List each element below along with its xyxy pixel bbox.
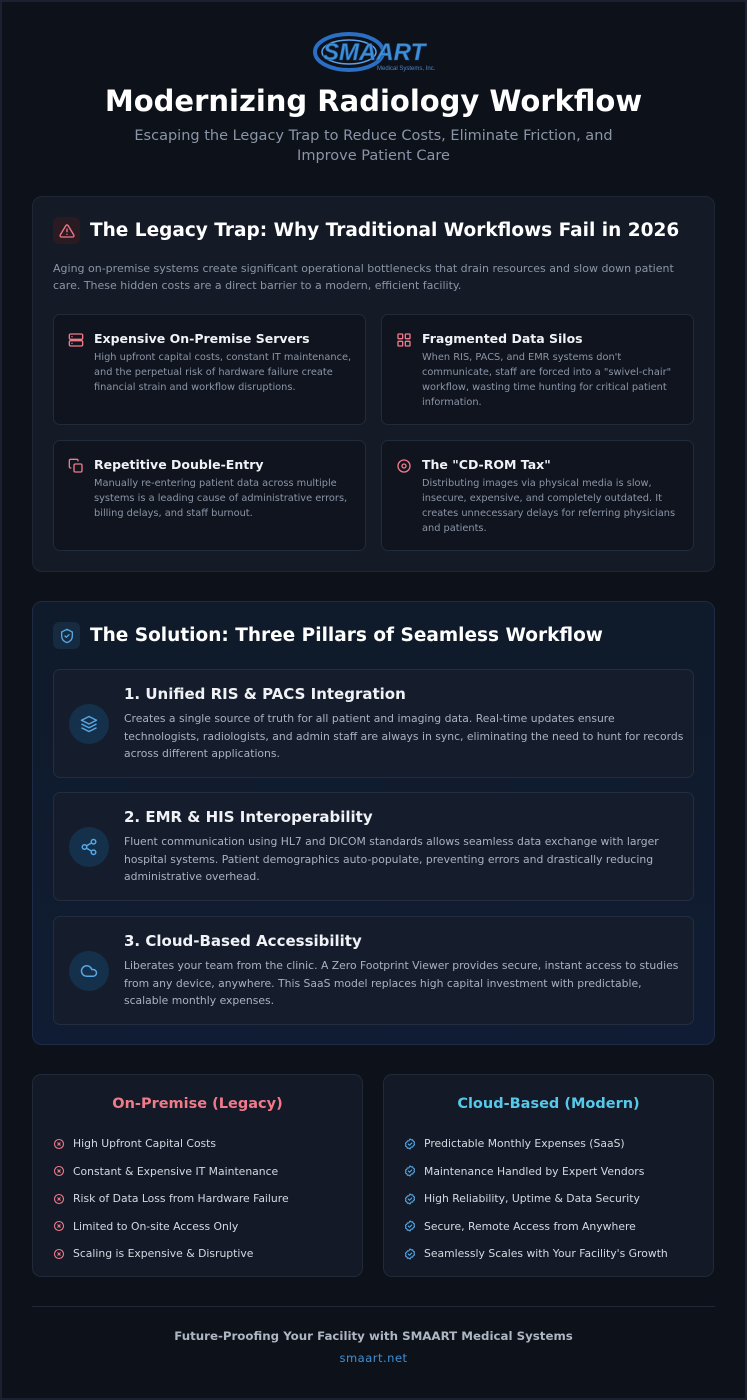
list-item-text: High Upfront Capital Costs bbox=[73, 1137, 217, 1151]
solution-section bbox=[32, 601, 715, 1045]
list-item bbox=[53, 1130, 289, 1158]
pain-desc: High upfront capital costs, constant IT maintenance, and the perpetual risk of hardware failure create financial strain and workflow disruptions. bbox=[94, 352, 352, 393]
comparison-legacy bbox=[32, 1074, 363, 1277]
legacy-intro: Aging on-premise systems create significant operational bottlenecks that drain resources and slow down patient care. These hidden costs are a direct barrier to a modern, efficient facility. bbox=[53, 262, 674, 292]
x-circle-icon bbox=[53, 1248, 65, 1260]
list-item bbox=[53, 1240, 289, 1268]
logo-wordmark: SMAART bbox=[322, 39, 425, 66]
comparison-modern-list bbox=[404, 1130, 668, 1268]
pain-card-cd-rom bbox=[381, 440, 694, 551]
list-item bbox=[404, 1130, 668, 1158]
pain-desc: Distributing images via physical media is slow, insecure, expensive, and completely outdated. It creates unnecessary delays for referring physicians and patients. bbox=[422, 478, 676, 534]
x-circle-icon bbox=[53, 1220, 65, 1232]
smaart-logo bbox=[309, 30, 439, 74]
comparison-legacy-title: On-Premise (Legacy) bbox=[112, 1096, 283, 1112]
solution-title: The Solution: Three Pillars of Seamless Workflow bbox=[90, 625, 603, 646]
share-icon bbox=[69, 827, 109, 867]
list-item-text: Scaling is Expensive & Disruptive bbox=[73, 1247, 254, 1261]
solution-header bbox=[53, 622, 603, 649]
x-circle-icon bbox=[53, 1138, 65, 1150]
pillar-cloud bbox=[53, 916, 694, 1025]
pillar-ris-pacs bbox=[53, 669, 694, 778]
server-icon bbox=[68, 332, 84, 348]
pain-title: Expensive On-Premise Servers bbox=[94, 331, 310, 346]
pillar-desc: Liberates your team from the clinic. A Zero Footprint Viewer provides secure, instant access to studies from any device, anywhere. This SaaS model replaces high capital investment with predictable, scalable monthly expenses. bbox=[124, 959, 679, 1007]
pillar-title: 3. Cloud-Based Accessibility bbox=[124, 932, 362, 950]
legacy-title: The Legacy Trap: Why Traditional Workflows Fail in 2026 bbox=[90, 220, 680, 241]
pillar-title: 2. EMR & HIS Interoperability bbox=[124, 808, 373, 826]
list-item bbox=[53, 1158, 289, 1186]
page-title: Modernizing Radiology Workflow bbox=[104, 84, 643, 118]
pain-title: Fragmented Data Silos bbox=[422, 331, 583, 346]
x-circle-icon bbox=[53, 1165, 65, 1177]
check-badge-icon bbox=[404, 1138, 416, 1150]
check-badge-icon bbox=[404, 1165, 416, 1177]
list-item bbox=[53, 1185, 289, 1213]
list-item-text: Predictable Monthly Expenses (SaaS) bbox=[424, 1137, 625, 1151]
list-item-text: High Reliability, Uptime & Data Security bbox=[424, 1192, 640, 1206]
check-badge-icon bbox=[404, 1220, 416, 1232]
pain-title: Repetitive Double-Entry bbox=[94, 457, 264, 472]
list-item bbox=[404, 1158, 668, 1186]
legacy-header bbox=[53, 217, 679, 244]
check-badge-icon bbox=[404, 1248, 416, 1260]
comparison-modern bbox=[383, 1074, 714, 1277]
pain-title: The "CD-ROM Tax" bbox=[422, 457, 551, 472]
layers-icon bbox=[69, 704, 109, 744]
x-circle-icon bbox=[53, 1193, 65, 1205]
page-subtitle: Escaping the Legacy Trap to Reduce Costs, Eliminate Friction, and Improve Patient Care bbox=[134, 128, 613, 164]
list-item-text: Constant & Expensive IT Maintenance bbox=[73, 1164, 279, 1178]
copy-icon bbox=[68, 458, 84, 474]
shield-check-icon bbox=[53, 622, 80, 649]
logo bbox=[0, 30, 747, 74]
comparison-legacy-list bbox=[53, 1130, 289, 1268]
footer-title: Future-Proofing Your Facility with SMAART Medical Systems bbox=[174, 1329, 573, 1343]
cloud-icon bbox=[69, 951, 109, 991]
list-item-text: Risk of Data Loss from Hardware Failure bbox=[73, 1192, 289, 1206]
list-item-text: Secure, Remote Access from Anywhere bbox=[424, 1219, 636, 1233]
pain-card-double-entry bbox=[53, 440, 366, 551]
comparison-modern-title: Cloud-Based (Modern) bbox=[457, 1096, 640, 1112]
logo-tagline: Medical Systems, Inc. bbox=[376, 66, 435, 72]
legacy-trap-section bbox=[32, 196, 715, 572]
check-badge-icon bbox=[404, 1193, 416, 1205]
list-item bbox=[53, 1213, 289, 1241]
list-item bbox=[404, 1185, 668, 1213]
pillar-desc: Fluent communication using HL7 and DICOM standards allows seamless data exchange with larger hospital systems. Patient demographics auto-populate, preventing errors and drastically reducing administrative overhead. bbox=[124, 835, 659, 883]
warning-icon bbox=[53, 217, 80, 244]
pillar-title: 1. Unified RIS & PACS Integration bbox=[124, 685, 406, 703]
pain-desc: When RIS, PACS, and EMR systems don't communicate, staff are forced into a "swivel-chair" workflow, wasting time hunting for critical patient information. bbox=[422, 352, 672, 408]
list-item bbox=[404, 1240, 668, 1268]
pain-desc: Manually re-entering patient data across multiple systems is a leading cause of administrative errors, billing delays, and staff burnout. bbox=[94, 478, 348, 519]
pillar-emr-his bbox=[53, 792, 694, 901]
footer-link[interactable]: smaart.net bbox=[339, 1351, 408, 1365]
list-item-text: Seamlessly Scales with Your Facility's Growth bbox=[424, 1247, 668, 1261]
pain-card-silos bbox=[381, 314, 694, 425]
pain-card-servers bbox=[53, 314, 366, 425]
disc-icon bbox=[396, 458, 412, 474]
footer-divider bbox=[32, 1306, 715, 1307]
list-item bbox=[404, 1213, 668, 1241]
list-item-text: Limited to On-site Access Only bbox=[73, 1219, 239, 1233]
list-item-text: Maintenance Handled by Expert Vendors bbox=[424, 1164, 645, 1178]
pillar-desc: Creates a single source of truth for all patient and imaging data. Real-time updates ensure technologists, radiologists, and admin staff are always in sync, eliminating the need to hunt for records across different applications. bbox=[124, 712, 684, 760]
grid-icon bbox=[396, 332, 412, 348]
